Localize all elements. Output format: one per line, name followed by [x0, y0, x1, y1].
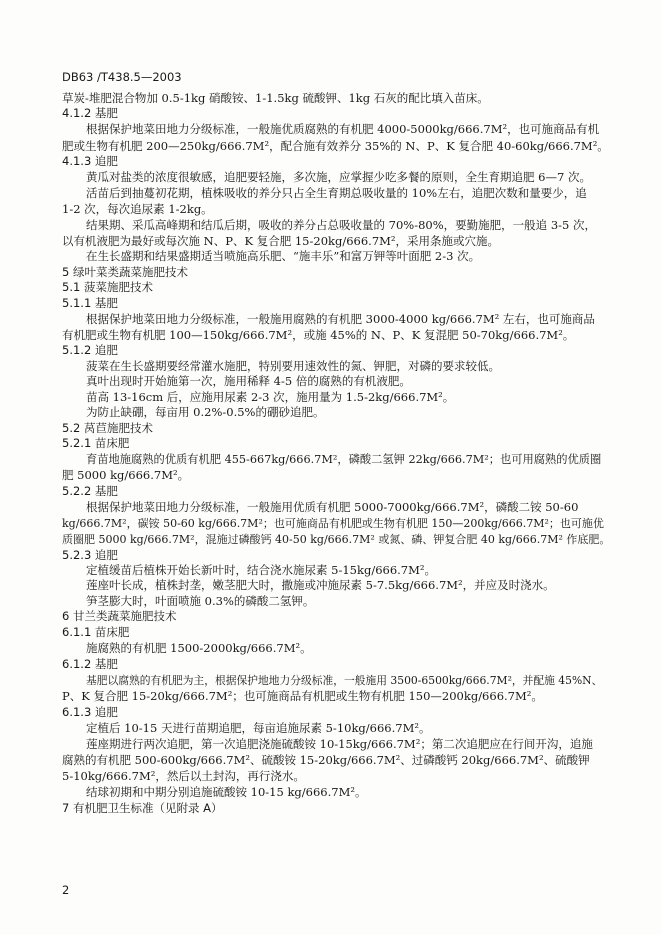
section-heading: 5.1.1 基肥: [62, 296, 118, 310]
body-line: 施腐熟的有机肥 1500-2000kg/666.7M²。: [86, 641, 312, 655]
body-line: 根据保护地菜田地力分级标准，一般施优质腐熟的有机肥 4000-5000kg/666.7M²，也可施商品有机: [86, 122, 600, 136]
body-line: 为防止缺硼，每亩用 0.2%-0.5%的硼砂追肥。: [86, 405, 325, 419]
body-line: 以有机液肥为最好或每次施 N、P、K 复合肥 15-20kg/666.7M²，采用条施或穴施。: [62, 234, 500, 248]
body-line: 莲座期进行两次追肥，第一次追肥浇施硫酸铵 10-15kg/666.7M²；第二次追肥应在行间开沟，追施: [86, 737, 593, 751]
section-heading: 6.1.2 基肥: [62, 657, 118, 671]
body-line: 肥或生物有机肥 200—250kg/666.7M²，配合施有效养分 35%的 N、P、K 复合肥 40-60kg/666.7M²。: [62, 139, 609, 153]
body-line: 在生长盛期和结果盛期适当喷施高乐肥、“施丰乐”和富万钾等叶面肥 2-3 次。: [86, 249, 481, 263]
section-heading: 5.2.3 追肥: [62, 548, 118, 562]
body-line: 5-10kg/666.7M²，然后以土封沟，再行浇水。: [62, 769, 305, 783]
body-line: 苗高 13-16cm 后，应施用尿素 2-3 次，施用量为 1.5-2kg/666.7M²。: [86, 390, 455, 404]
section-heading: 4.1.3 追肥: [62, 154, 118, 168]
body-line: 莲座叶长成，植株封垄，嫩茎肥大时，撒施或冲施尿素 5-7.5kg/666.7M²，并应及时浇水。: [86, 578, 555, 592]
body-line: 草炭-堆肥混合物加 0.5-1kg 硝酸铵、1-1.5kg 硫酸钾、1kg 石灰的配比填入苗床。: [62, 91, 489, 105]
body-line: 有机肥或生物有机肥 100—150kg/666.7M²，或施 45%的 N、P、K 复混肥 50-70kg/666.7M²。: [62, 328, 575, 342]
body-line: 真叶出现时开始施第一次，施用稀释 4-5 倍的腐熟的有机液肥。: [86, 374, 411, 388]
body-line: 1-2 次，每次追尿素 1-2kg。: [62, 202, 213, 216]
section-heading: 5.1 菠菜施肥技术: [62, 280, 153, 294]
body-line: 菠菜在生长盛期要经常灌水施肥，特别要用速效性的氮、钾肥，对磷的要求较低。: [86, 359, 500, 373]
section-heading: 5 绿叶菜类蔬菜施肥技术: [62, 265, 188, 279]
section-heading: 4.1.2 基肥: [62, 106, 118, 120]
page-number: 2: [62, 883, 70, 897]
section-heading: 7 有机肥卫生标准（见附录 A）: [62, 801, 223, 815]
section-heading: 6.1.3 追肥: [62, 705, 118, 719]
body-line: kg/666.7M²，碳铵 50-60 kg/666.7M²；也可施商品有机肥或生物有机肥 150—200kg/666.7M²；也可施优: [62, 517, 604, 530]
section-heading: 5.1.2 追肥: [62, 343, 118, 357]
standard-code: DB63 /T438.5—2003: [62, 70, 182, 84]
section-heading: 5.2.1 苗床肥: [62, 436, 130, 450]
body-line: 定植后 10-15 天进行苗期追肥，每亩追施尿素 5-10kg/666.7M²。: [86, 721, 431, 735]
body-line: 笋茎膨大时，叶面喷施 0.3%的磷酸二氢钾。: [86, 594, 315, 608]
body-line: 活苗后到抽蔓初花期，植株吸收的养分只占全生育期总吸收量的 10%左右，追肥次数和量要少，追: [86, 186, 587, 200]
body-line: 结球初期和中期分别追施硫酸铵 10-15 kg/666.7M²。: [86, 785, 367, 799]
section-heading: 6 甘兰类蔬菜施肥技术: [62, 609, 177, 623]
body-line: 育苗地施腐熟的优质有机肥 455-667kg/666.7M²，磷酸二氢钾 22kg/666.7M²；也可用腐熟的优质圈: [86, 453, 602, 466]
section-heading: 6.1.1 苗床肥: [62, 625, 130, 639]
body-line: 结果期、采瓜高峰期和结瓜后期，吸收的养分占总吸收量的 70%-80%，要勤施肥，一般追 3-5 次，: [86, 218, 596, 232]
body-line: 黄瓜对盐类的浓度很敏感，追肥要轻施，多次施，应掌握少吃多餐的原则，全生育期追肥 6—7 次。: [86, 170, 591, 184]
body-line: 腐熟的有机肥 500-600kg/666.7M²、硫酸铵 15-20kg/666.7M²、过磷酸钙 20kg/666.7M²、硫酸钾: [62, 753, 590, 767]
body-line: 基肥以腐熟的有机肥为主，根据保护地地力分级标准，一般施用 3500-6500kg/666.7M²，并配施 45%N、: [86, 674, 603, 687]
section-heading: 5.2.2 基肥: [62, 484, 118, 498]
body-line: P、K 复合肥 15-20kg/666.7M²；也可施商品有机肥或生物有机肥 150—200kg/666.7M²。: [62, 689, 543, 703]
body-line: 质圈肥 5000 kg/666.7M²，混施过磷酸钙 40-50 kg/666.7M² 或氮、磷、钾复合肥 40 kg/666.7M² 作底肥。: [62, 533, 611, 546]
body-line: 根据保护地菜田地力分级标准，一般施用优质有机肥 5000-7000kg/666.7M²，磷酸二铵 50-60: [86, 500, 579, 514]
body-line: 定植缓苗后植株开始长新叶时，结合浇水施尿素 5-15kg/666.7M²。: [86, 563, 437, 577]
section-heading: 5.2 莴苣施肥技术: [62, 421, 153, 435]
body-line: 根据保护地菜田地力分级标准，一般施用腐熟的有机肥 3000-4000 kg/666.7M² 左右，也可施商品: [86, 312, 595, 326]
body-line: 肥 5000 kg/666.7M²。: [62, 468, 190, 482]
